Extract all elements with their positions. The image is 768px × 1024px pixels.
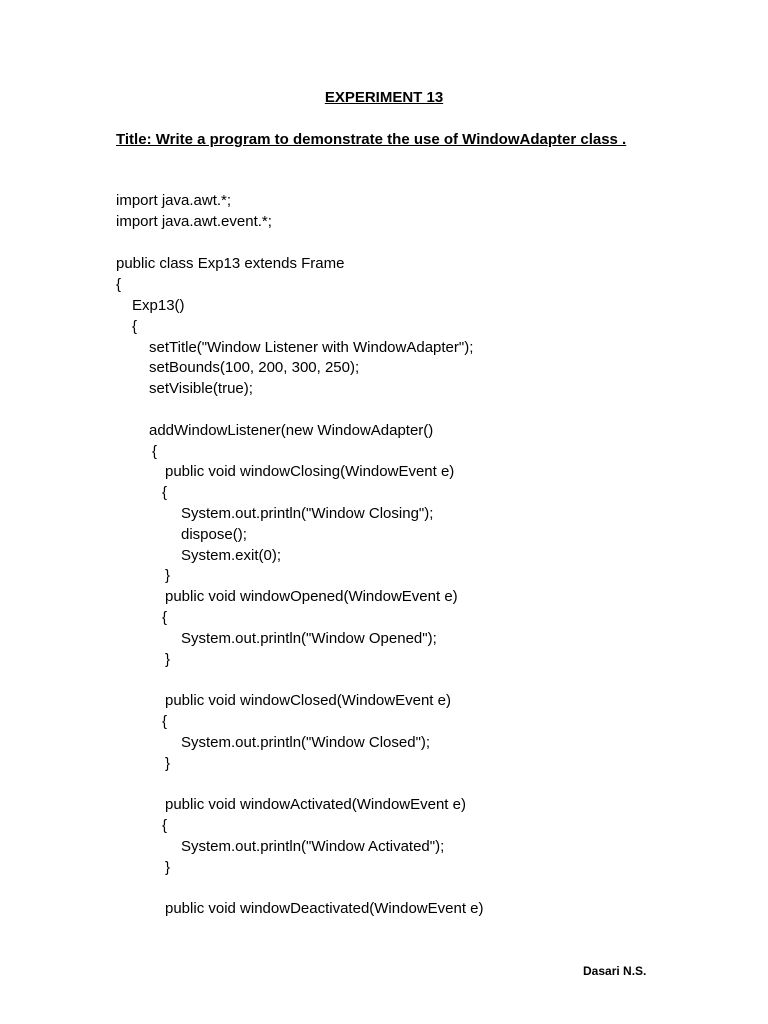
code-line: public class Exp13 extends Frame — [116, 255, 345, 272]
experiment-title: Title: Write a program to demonstrate the use of WindowAdapter class . — [116, 131, 627, 148]
code-line: setTitle("Window Listener with WindowAdapter"); — [149, 339, 474, 356]
code-line: System.exit(0); — [181, 547, 282, 564]
code-line: } — [165, 651, 171, 668]
code-line: } — [165, 567, 171, 584]
code-line: { — [162, 484, 168, 501]
author-footer: Dasari N.S. — [583, 964, 647, 978]
code-line: System.out.println("Window Closed"); — [181, 734, 431, 751]
code-line: import java.awt.event.*; — [116, 213, 272, 230]
code-line: System.out.println("Window Opened"); — [181, 630, 437, 647]
code-line: import java.awt.*; — [116, 192, 232, 209]
code-line: setBounds(100, 200, 300, 250); — [149, 359, 360, 376]
code-line: public void windowOpened(WindowEvent e) — [165, 588, 458, 605]
code-line: } — [165, 755, 171, 772]
code-line: } — [165, 859, 171, 876]
code-line: System.out.println("Window Activated"); — [181, 838, 445, 855]
code-line: dispose(); — [181, 526, 247, 543]
code-line: { — [162, 609, 168, 626]
code-line: addWindowListener(new WindowAdapter() — [149, 422, 434, 439]
code-line: setVisible(true); — [149, 380, 253, 397]
code-line: public void windowClosing(WindowEvent e) — [165, 463, 455, 480]
code-line: { — [116, 276, 122, 293]
code-line: { — [162, 817, 168, 834]
code-line: System.out.println("Window Closing"); — [181, 505, 434, 522]
code-line: { — [162, 713, 168, 730]
code-line: public void windowClosed(WindowEvent e) — [165, 692, 451, 709]
code-line: public void windowActivated(WindowEvent e) — [165, 796, 466, 813]
experiment-heading: EXPERIMENT 13 — [324, 89, 444, 106]
code-line: { — [132, 318, 138, 335]
code-line: Exp13() — [132, 297, 185, 314]
code-line: public void windowDeactivated(WindowEvent e) — [165, 900, 484, 917]
code-line: { — [152, 443, 158, 460]
